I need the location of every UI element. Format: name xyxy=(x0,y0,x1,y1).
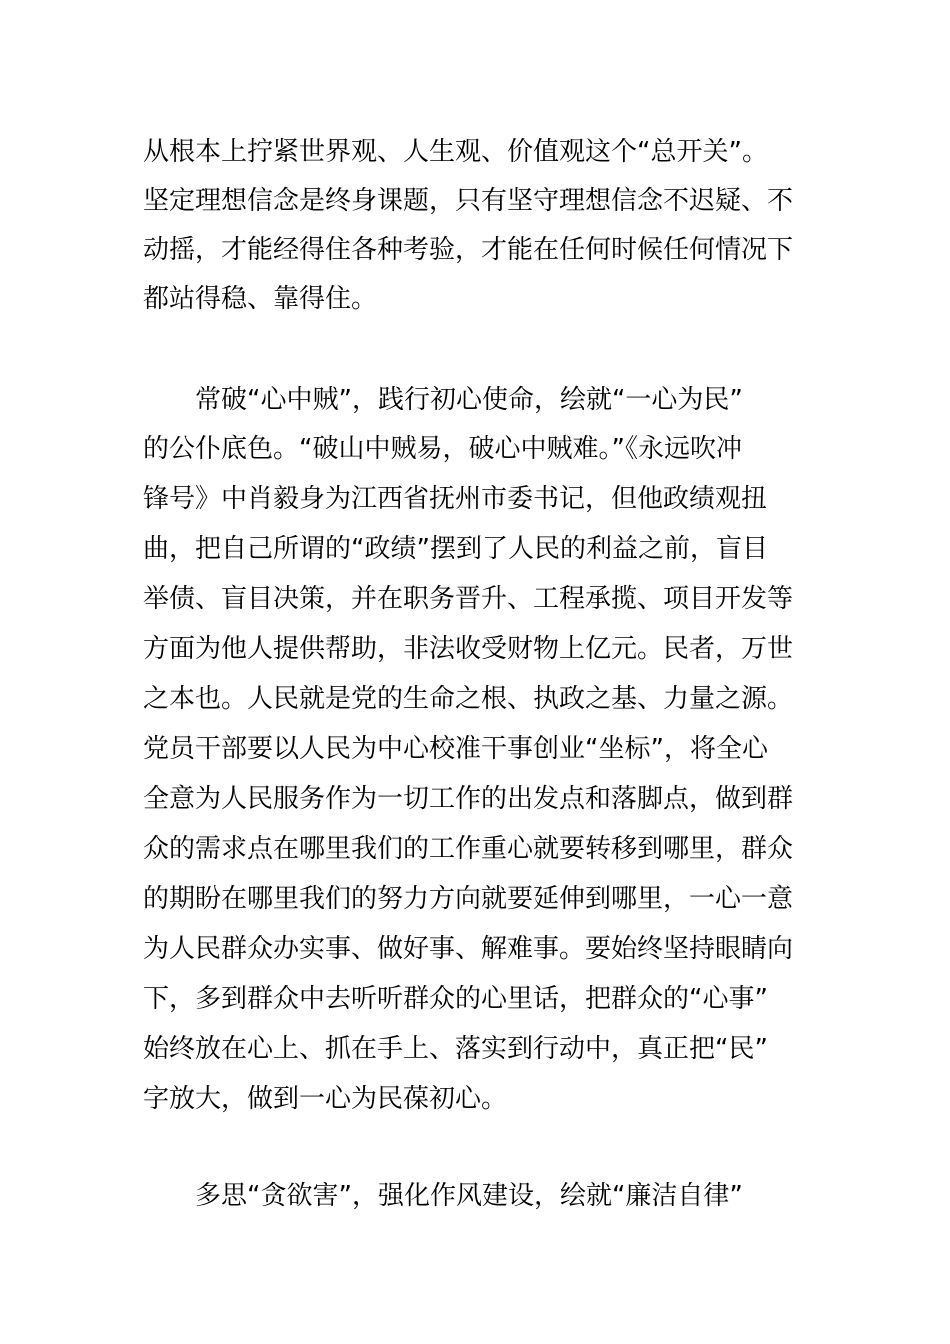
paragraph-2-line-6: 方面为他人提供帮助，非法收受财物上亿元。民者，万世 xyxy=(143,634,794,664)
paragraph-2-line-5: 举债、盲目决策，并在职务晋升、工程承揽、项目开发等 xyxy=(143,584,794,614)
paragraph-3-line-1: 多思“贪欲害”，强化作风建设，绘就“廉洁自律” xyxy=(195,1181,743,1211)
paragraph-1-line-1: 从根本上拧紧世界观、人生观、价值观这个“总开关”。 xyxy=(143,137,768,167)
paragraph-2-line-13: 下，多到群众中去听听群众的心里话，把群众的“心事” xyxy=(143,984,768,1014)
paragraph-2-line-3: 锋号》中肖毅身为江西省抚州市委书记，但他政绩观扭 xyxy=(143,484,768,514)
paragraph-1-line-4: 都站得稳、靠得住。 xyxy=(143,284,378,314)
paragraph-1-line-2: 坚定理想信念是终身课题，只有坚守理想信念不迟疑、不 xyxy=(143,186,794,216)
paragraph-2-line-9: 全意为人民服务作为一切工作的出发点和落脚点，做到群 xyxy=(143,784,794,814)
paragraph-2-line-11: 的期盼在哪里我们的努力方向就要延伸到哪里，一心一意 xyxy=(143,884,794,914)
paragraph-2-line-15: 字放大，做到一心为民葆初心。 xyxy=(143,1084,508,1114)
paragraph-2-line-7: 之本也。人民就是党的生命之根、执政之基、力量之源。 xyxy=(143,684,794,714)
paragraph-2-line-8: 党员干部要以人民为中心校准干事创业“坐标”，将全心 xyxy=(143,734,768,764)
paragraph-2-line-14: 始终放在心上、抓在手上、落实到行动中，真正把“民” xyxy=(143,1034,768,1064)
paragraph-2-line-10: 众的需求点在哪里我们的工作重心就要转移到哪里，群众 xyxy=(143,834,794,864)
paragraph-2-line-1: 常破“心中贼”，践行初心使命，绘就“一心为民” xyxy=(195,385,743,415)
paragraph-2-line-4: 曲，把自己所谓的“政绩”摆到了人民的利益之前，盲目 xyxy=(143,534,768,564)
paragraph-2-line-12: 为人民群众办实事、做好事、解难事。要始终坚持眼睛向 xyxy=(143,934,794,964)
paragraph-2-line-2: 的公仆底色。“破山中贼易，破心中贼难。”《永远吹冲 xyxy=(143,434,742,464)
paragraph-1-line-3: 动摇，才能经得住各种考验，才能在任何时候任何情况下 xyxy=(143,235,794,265)
